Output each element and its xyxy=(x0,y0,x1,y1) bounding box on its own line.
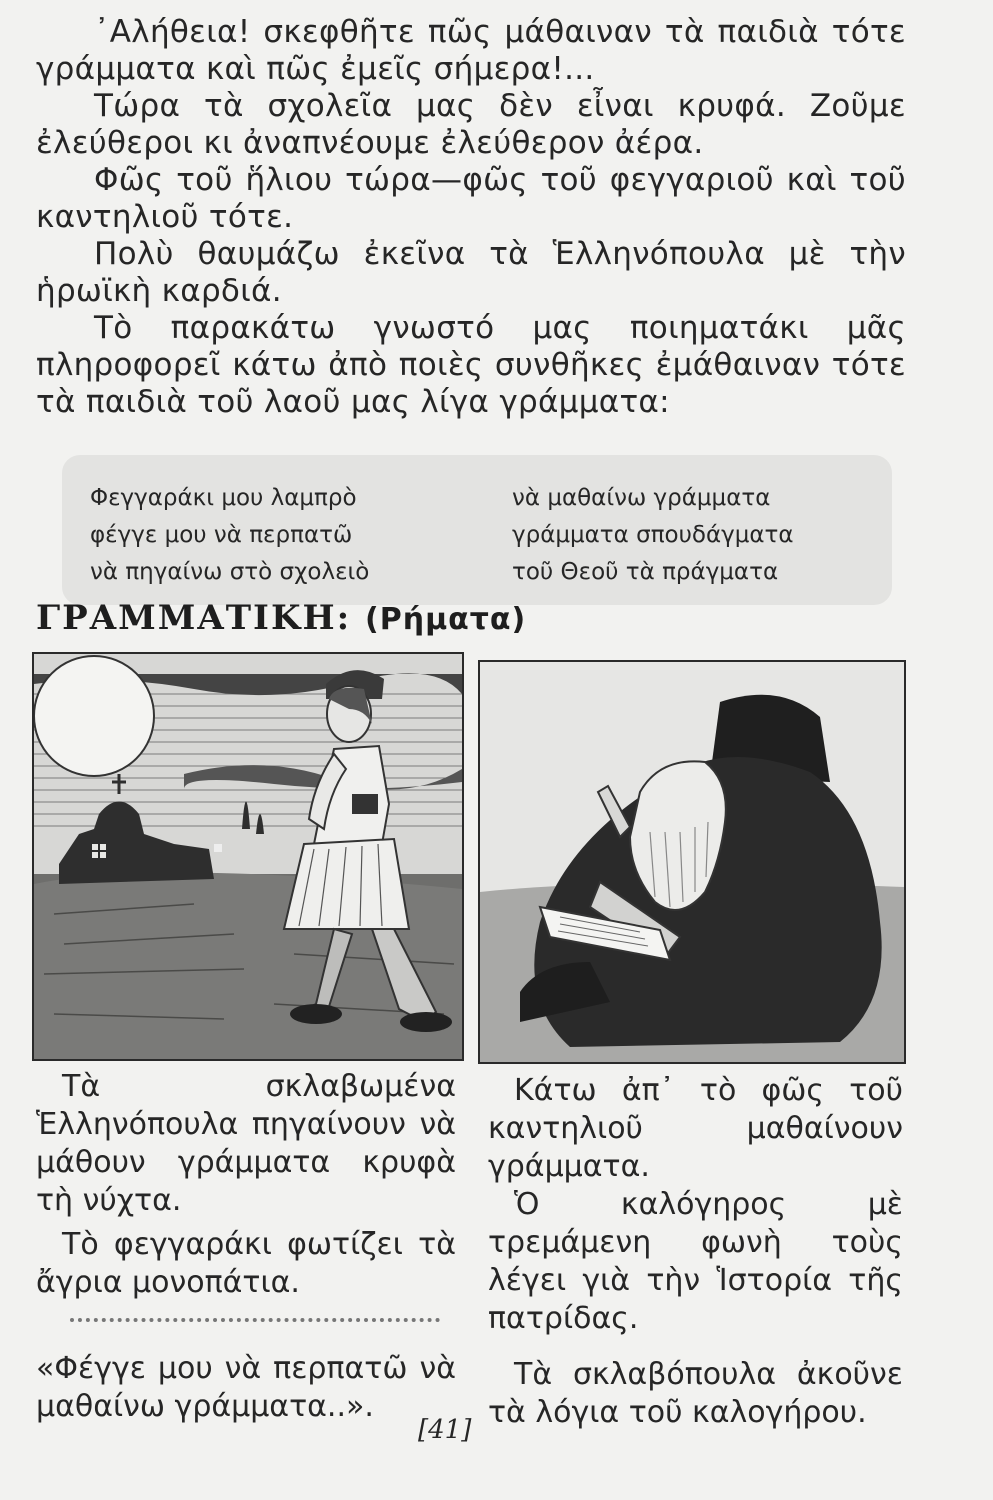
heading-sub: (Ρήματα) xyxy=(365,602,527,637)
poem-line: νὰ μαθαίνω γράμματα xyxy=(512,485,771,511)
monk-reading-drawing xyxy=(480,662,904,1062)
right-caption-p1: Κάτω ἀπ᾽ τὸ φῶς τοῦ καντηλιοῦ μαθαίνουν γράμματα. xyxy=(488,1073,903,1184)
left-caption xyxy=(36,1068,456,1426)
left-caption-p2: Τὸ φεγγαράκι φωτίζει τὰ ἄγρια μονοπάτια. xyxy=(36,1227,456,1300)
left-caption-p3: «Φέγγε μου νὰ περπατῶ νὰ μαθαίνω γράμματα..». xyxy=(36,1351,456,1424)
intro-paragraph-3: Φῶς τοῦ ἥλιου τώρα—φῶς τοῦ φεγγαριοῦ καὶ τοῦ καντηλιοῦ τότε. xyxy=(36,162,906,235)
intro-paragraph-5: Τὸ παρακάτω γνωστό μας ποιηματάκι μᾶς πληροφορεῖ κάτω ἀπὸ ποιὲς συνθῆκες ἐμάθαιναν τότε τὰ παιδιὰ τοῦ λαοῦ μας λίγα γράμματα: xyxy=(36,310,906,420)
poem-right-column xyxy=(512,480,794,591)
page-number: [41] xyxy=(418,1415,472,1445)
dotted-separator xyxy=(70,1318,440,1322)
intro-paragraph-4: Πολὺ θαυμάζω ἐκεῖνα τὰ Ἑλληνόπουλα μὲ τὴν ἡρωϊκὴ καρδιά. xyxy=(36,236,906,309)
intro-text xyxy=(36,14,906,421)
boy-walking-moonlight-illustration xyxy=(32,652,464,1061)
poem-line: γράμματα σπουδάγματα xyxy=(512,522,794,548)
monk-reading-book-illustration xyxy=(478,660,906,1064)
left-caption-p1: Τὰ σκλαβωμένα Ἑλληνόπουλα πηγαίνουν νὰ μάθουν γράμματα κρυφὰ τὴ νύχτα. xyxy=(36,1069,456,1218)
right-caption xyxy=(488,1072,903,1432)
boy-walking-drawing xyxy=(34,654,462,1059)
poem-left-column xyxy=(90,480,369,591)
poem-line: Φεγγαράκι μου λαμπρὸ xyxy=(90,485,357,511)
intro-paragraph-2: Τώρα τὰ σχολεῖα μας δὲν εἶναι κρυφά. Ζοῦμε ἐλεύθεροι κι ἀναπνέουμε ἐλεύθερον ἀέρα. xyxy=(36,88,906,161)
poem-line: τοῦ Θεοῦ τὰ πράγματα xyxy=(512,559,779,585)
right-caption-p2: Ὁ καλόγηρος μὲ τρεμάμενη φωνὴ τοὺς λέγει γιὰ τὴν Ἱστορία τῆς πατρίδας. xyxy=(488,1187,903,1336)
intro-paragraph-1: ᾽Αλήθεια! σκεφθῆτε πῶς μάθαιναν τὰ παιδιὰ τότε γράμματα καὶ πῶς ἐμεῖς σήμερα!... xyxy=(36,14,906,87)
poem-line: φέγγε μου νὰ περπατῶ xyxy=(90,522,353,548)
section-heading xyxy=(36,598,526,638)
poem-line: νὰ πηγαίνω στὸ σχολειὸ xyxy=(90,559,370,585)
right-caption-p3: Τὰ σκλαβόπουλα ἀκοῦνε τὰ λόγια τοῦ καλογήρου. xyxy=(488,1357,903,1430)
heading-main: ΓΡΑΜΜΑΤΙΚΗ: xyxy=(36,598,352,638)
